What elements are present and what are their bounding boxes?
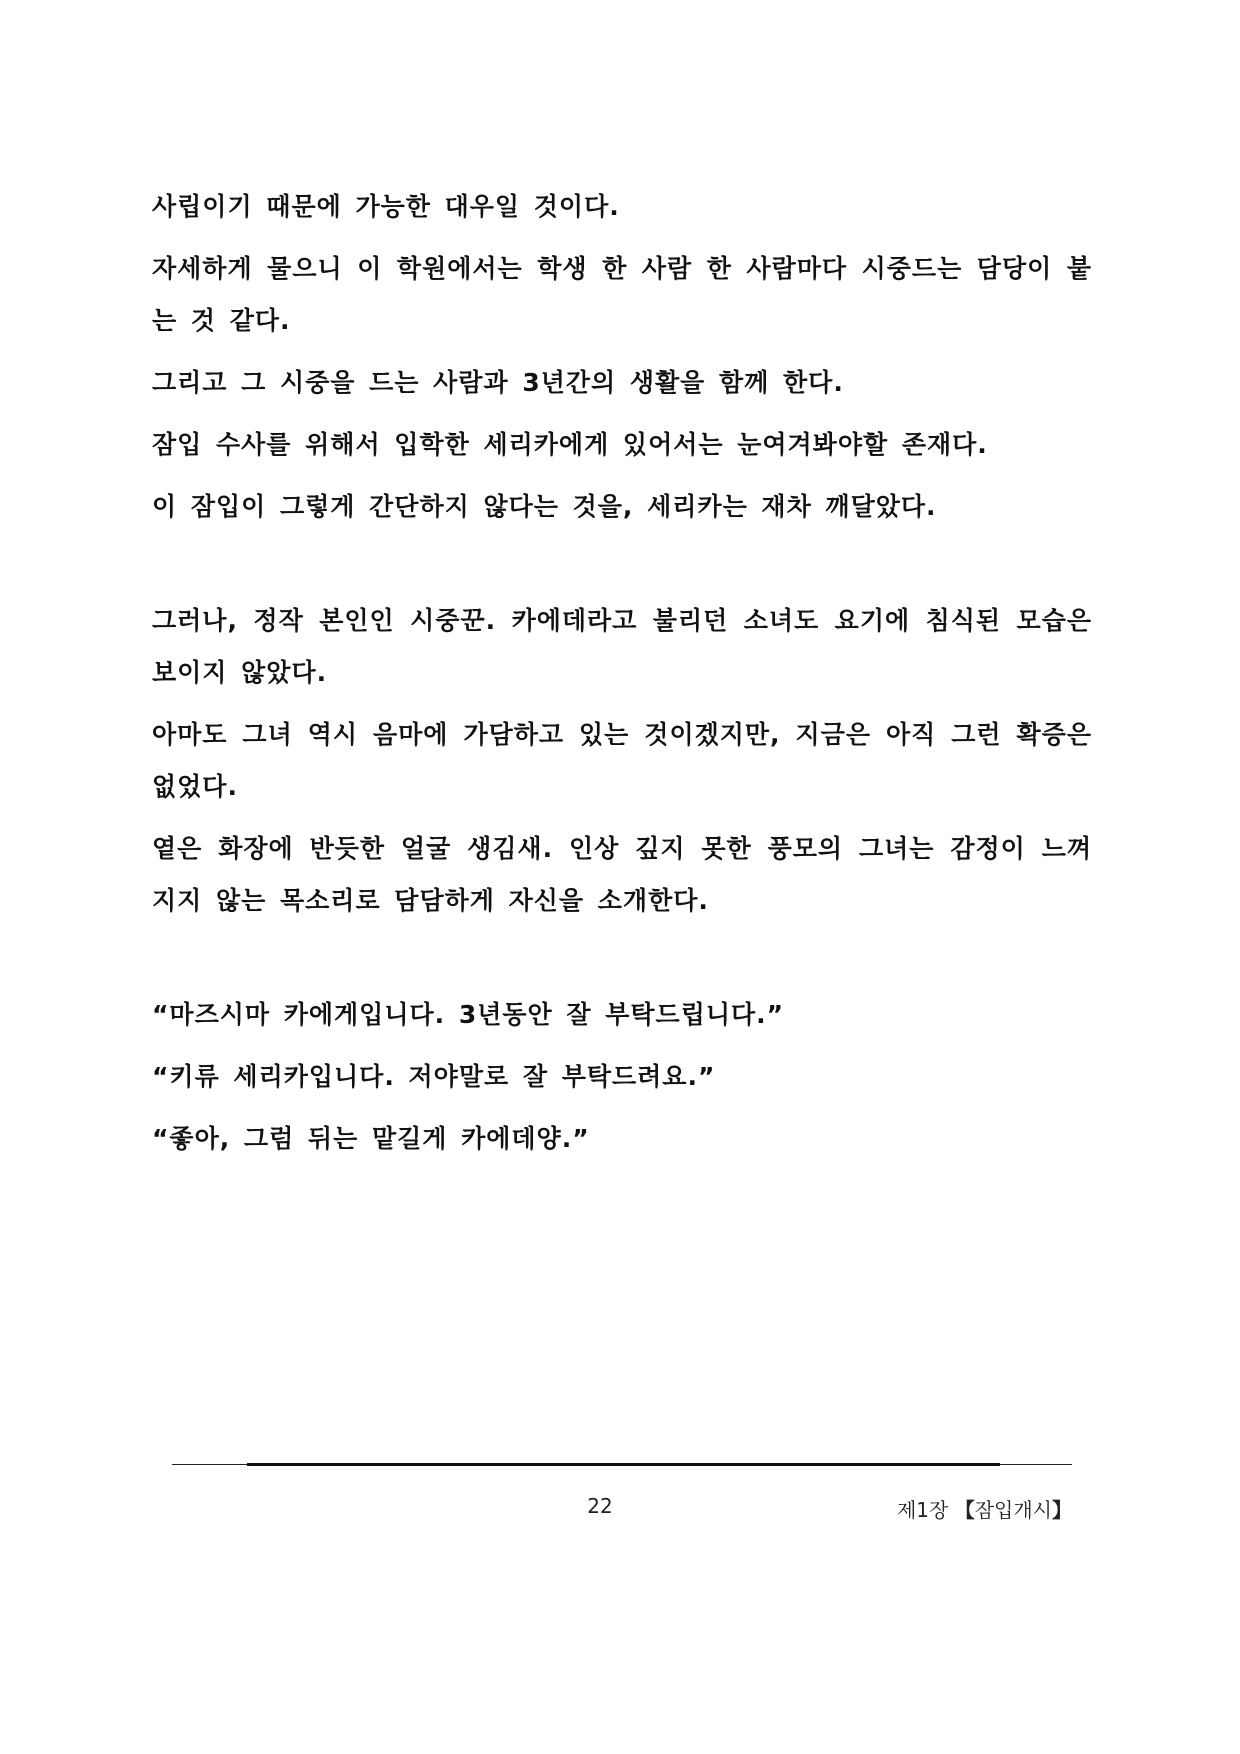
paragraph: 그러나, 정작 본인인 시중꾼. 카에데라고 불리던 소녀도 요기에 침식된 모습은 보이지 않았다.: [152, 606, 1092, 687]
dialogue-line: “마즈시마 카에게입니다. 3년동안 잘 부탁드립니다.”: [152, 1000, 785, 1029]
paragraph: 사립이기 때문에 가능한 대우일 것이다.: [152, 192, 620, 221]
paragraph: 이 잠입이 그렇게 간단하지 않다는 것을, 세리카는 재차 깨달았다.: [152, 492, 937, 521]
page-number: 22: [587, 1494, 613, 1518]
section-break: [152, 533, 1092, 595]
chapter-name: 잠입개시: [974, 1498, 1052, 1522]
paragraph: 그리고 그 시중을 드는 사람과 3년간의 생활을 함께 한다.: [152, 368, 844, 397]
page-body: [152, 181, 1092, 1165]
dialogue-line: “좋아, 그럼 뒤는 맡길게 카에데양.”: [152, 1124, 590, 1153]
paragraph: 아마도 그녀 역시 음마에 가담하고 있는 것이겠지만, 지금은 아직 그런 확증은 없었다.: [152, 720, 1092, 801]
section-break: [152, 927, 1092, 989]
chapter-title: [897, 1494, 1072, 1523]
chapter-prefix: 제1장: [896, 1498, 955, 1522]
paragraph: 잠입 수사를 위해서 입학한 세리카에게 있어서는 눈여겨봐야할 존재다.: [152, 430, 988, 459]
paragraph: 옅은 화장에 반듯한 얼굴 생김새. 인상 깊지 못한 풍모의 그녀는 감정이 느껴지지 않는 목소리로 담담하게 자신을 소개한다.: [152, 834, 1092, 915]
paragraph: 자세하게 물으니 이 학원에서는 학생 한 사람 한 사람마다 시중드는 담당이 붙는 것 같다.: [152, 254, 1092, 335]
footer-divider-accent: [247, 1463, 1000, 1466]
chapter-bracket-close: 】: [1052, 1498, 1072, 1522]
chapter-bracket-open: 【: [954, 1498, 975, 1522]
dialogue-line: “키류 세리카입니다. 저야말로 잘 부탁드려요.”: [152, 1062, 716, 1091]
